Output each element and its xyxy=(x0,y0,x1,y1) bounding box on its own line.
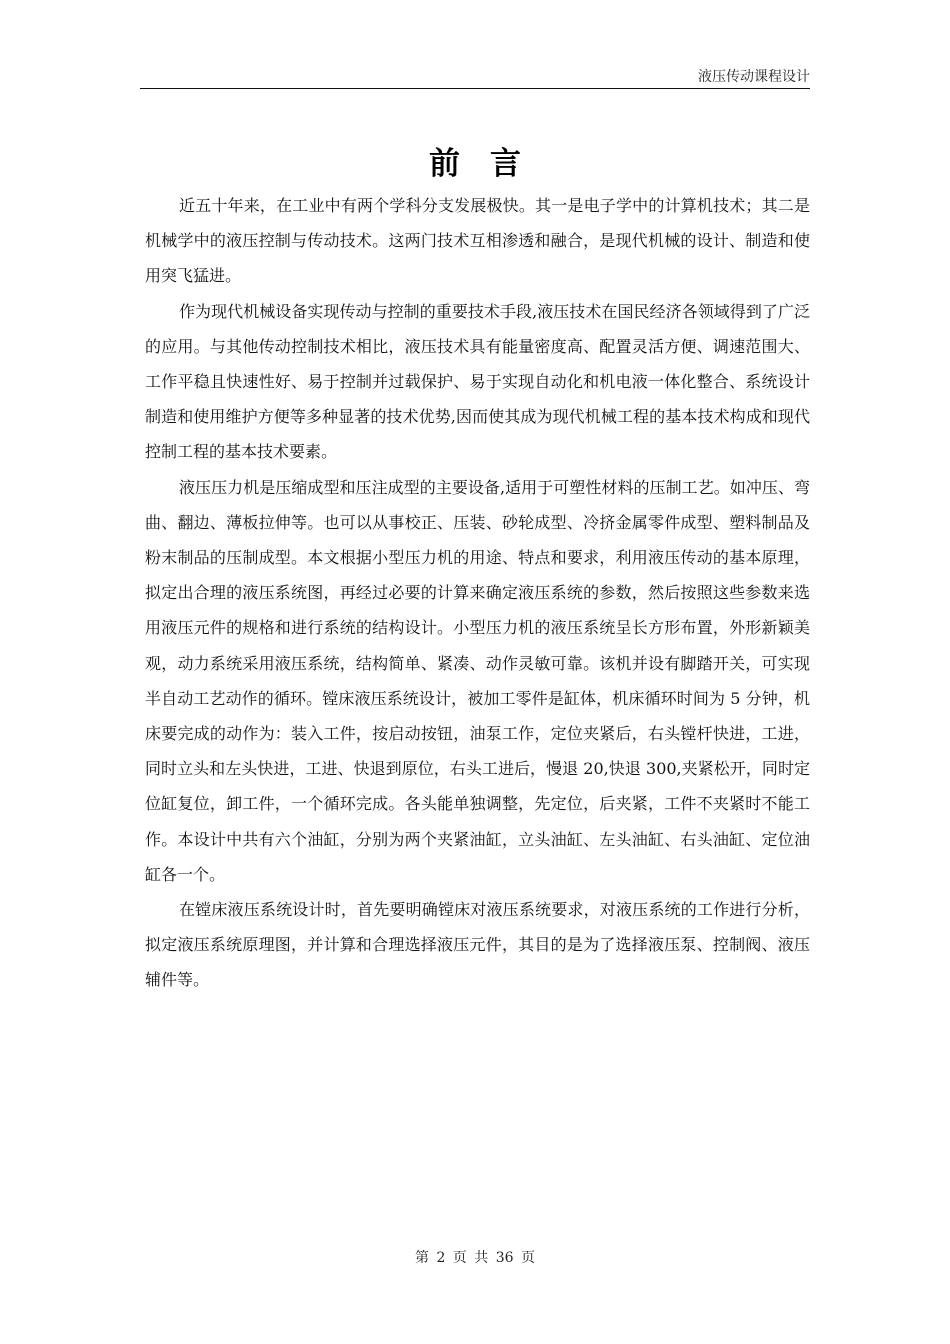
paragraph-3: 液压压力机是压缩成型和压注成型的主要设备,适用于可塑性材料的压制工艺。如冲压、弯曲、翻边、薄板拉伸等。也可以从事校正、压装、砂轮成型、冷挤金属零件成型、塑料制品及粉末制品的压制成型。本文根据小型压力机的用途、特点和要求，利用液压传动的基本原理，拟定出合理的液压系统图，再经过必要的计算来确定液压系统的参数，然后按照这些参数来选用液压元件的规格和进行系统的结构设计。小型压力机的液压系统呈长方形布置，外形新颖美观，动力系统采用液压系统，结构简单、紧凑、动作灵敏可靠。该机并设有脚踏开关，可实现半自动工艺动作的循环。镗床液压系统设计，被加工零件是缸体，机床循环时间为 5 分钟，机床要完成的动作为：装入工件，按启动按钮，油泵工作，定位夹紧后，右头镗杆快进，工进，同时立头和左头快进，工进、快退到原位，右头工进后，慢退 20,快退 300,夹紧松开，同时定位缸复位，卸工件，一个循环完成。各头能单独调整，先定位，后夹紧，工件不夹紧时不能工作。本设计中共有六个油缸，分别为两个夹紧油缸，立头油缸、左头油缸、右头油缸、定位油缸各一个。 xyxy=(145,477,810,884)
header-divider xyxy=(140,88,810,89)
body-text xyxy=(145,188,810,998)
paragraph-2: 作为现代机械设备实现传动与控制的重要技术手段,液压技术在国民经济各领域得到了广泛的应用。与其他传动控制技术相比，液压技术具有能量密度高、配置灵活方便、调速范围大、工作平稳且快速性好、易于控制并过载保护、易于实现自动化和机电液一体化整合、系统设计制造和使用维护方便等多种显著的技术优势,因而使其成为现代机械工程的基本技术构成和现代控制工程的基本技术要素。 xyxy=(145,301,810,462)
paragraph-1: 近五十年来，在工业中有两个学科分支发展极快。其一是电子学中的计算机技术；其二是机械学中的液压控制与传动技术。这两门技术互相渗透和融合，是现代机械的设计、制造和使用突飞猛进。 xyxy=(145,196,810,286)
page-title: 前言 xyxy=(429,145,551,182)
page-number-footer: 第 2 页 共 36 页 xyxy=(415,1250,535,1266)
running-header-title: 液压传动课程设计 xyxy=(698,69,810,85)
paragraph-4: 在镗床液压系统设计时，首先要明确镗床对液压系统要求，对液压系统的工作进行分析，拟定液压系统原理图，并计算和合理选择液压元件，其目的是为了选择液压泵、控制阀、液压辅件等。 xyxy=(145,900,810,990)
